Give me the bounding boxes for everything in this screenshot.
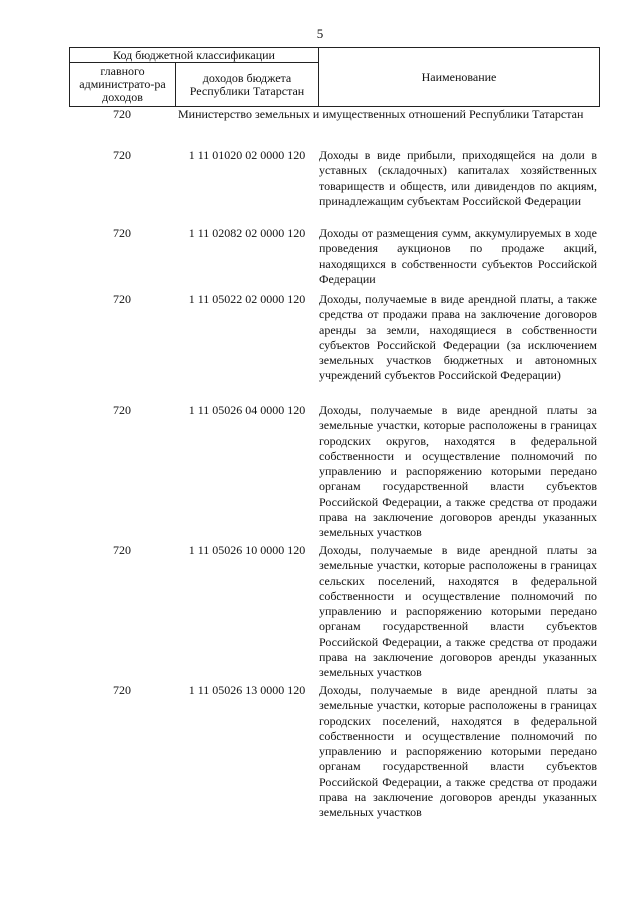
admin-code: 720 — [113, 683, 131, 697]
income-name: Доходы от размещения сумм, аккумулируемых в ходе проведения аукционов по продаже акций, находящихся в собственности субъектов Российской Федерации — [319, 226, 597, 286]
income-name: Доходы в виде прибыли, приходящейся на доли в уставных (складочных) капиталах хозяйственных товариществ и обществ, или дивидендов по акциям, принадлежащим субъектам Российской Федерации — [319, 148, 597, 208]
income-code: 1 11 01020 02 0000 120 — [188, 148, 306, 162]
ministry-admin-code: 720 — [113, 107, 131, 121]
income-name: Доходы, получаемые в виде арендной платы за земельные участки, которые расположены в границах городских поселений, находятся в федеральной собственности и осуществление полномочий по управлению и распоряжению которыми передано органам государственной власти субъектов Российской Федерации, а также средства от продажи права на заключение договоров аренды указанных земельных участков — [319, 683, 597, 820]
income-code: 1 11 05026 10 0000 120 — [188, 543, 306, 557]
income-code: 1 11 02082 02 0000 120 — [188, 226, 306, 240]
income-name: Доходы, получаемые в виде арендной платы за земельные участки, которые расположены в границах городских округов, находятся в федеральной собственности и осуществление полномочий по управлению и распоряжению которыми передано органам государственной власти субъектов Российской Федерации, а также средства от продажи права на заключение договоров аренды указанных земельных участков — [319, 403, 597, 540]
income-name: Доходы, получаемые в виде арендной платы за земельные участки, которые расположены в границах сельских поселений, находятся в федеральной собственности и осуществление полномочий по управлению и распоряжению которыми передано органам государственной власти субъектов Российской Федерации, а также средства от продажи права на заключение договоров аренды указанных земельных участков — [319, 543, 597, 680]
admin-code: 720 — [113, 543, 131, 557]
admin-code: 720 — [113, 148, 131, 162]
budget-classification-header — [69, 47, 600, 107]
page-number: 5 — [316, 26, 324, 41]
header-admin: главного администрато-ра доходов — [70, 63, 176, 107]
income-code: 1 11 05026 04 0000 120 — [188, 403, 306, 417]
header-income: доходов бюджета Республики Татарстан — [176, 63, 319, 107]
header-group-label: Код бюджетной классификации — [70, 48, 319, 63]
admin-code: 720 — [113, 226, 131, 240]
admin-code: 720 — [113, 292, 131, 306]
income-name: Доходы, получаемые в виде арендной платы, а также средства от продажи права на заключение договоров аренды за земли, находящиеся в собственности субъектов Российской Федерации (за исключением земельных участков бюджетных и автономных учреждений субъектов Российской Федерации) — [319, 292, 597, 383]
admin-code: 720 — [113, 403, 131, 417]
header-name: Наименование — [319, 48, 600, 107]
income-code: 1 11 05022 02 0000 120 — [188, 292, 306, 306]
ministry-name: Министерство земельных и имущественных отношений Республики Татарстан — [178, 107, 584, 121]
income-code: 1 11 05026 13 0000 120 — [188, 683, 306, 697]
